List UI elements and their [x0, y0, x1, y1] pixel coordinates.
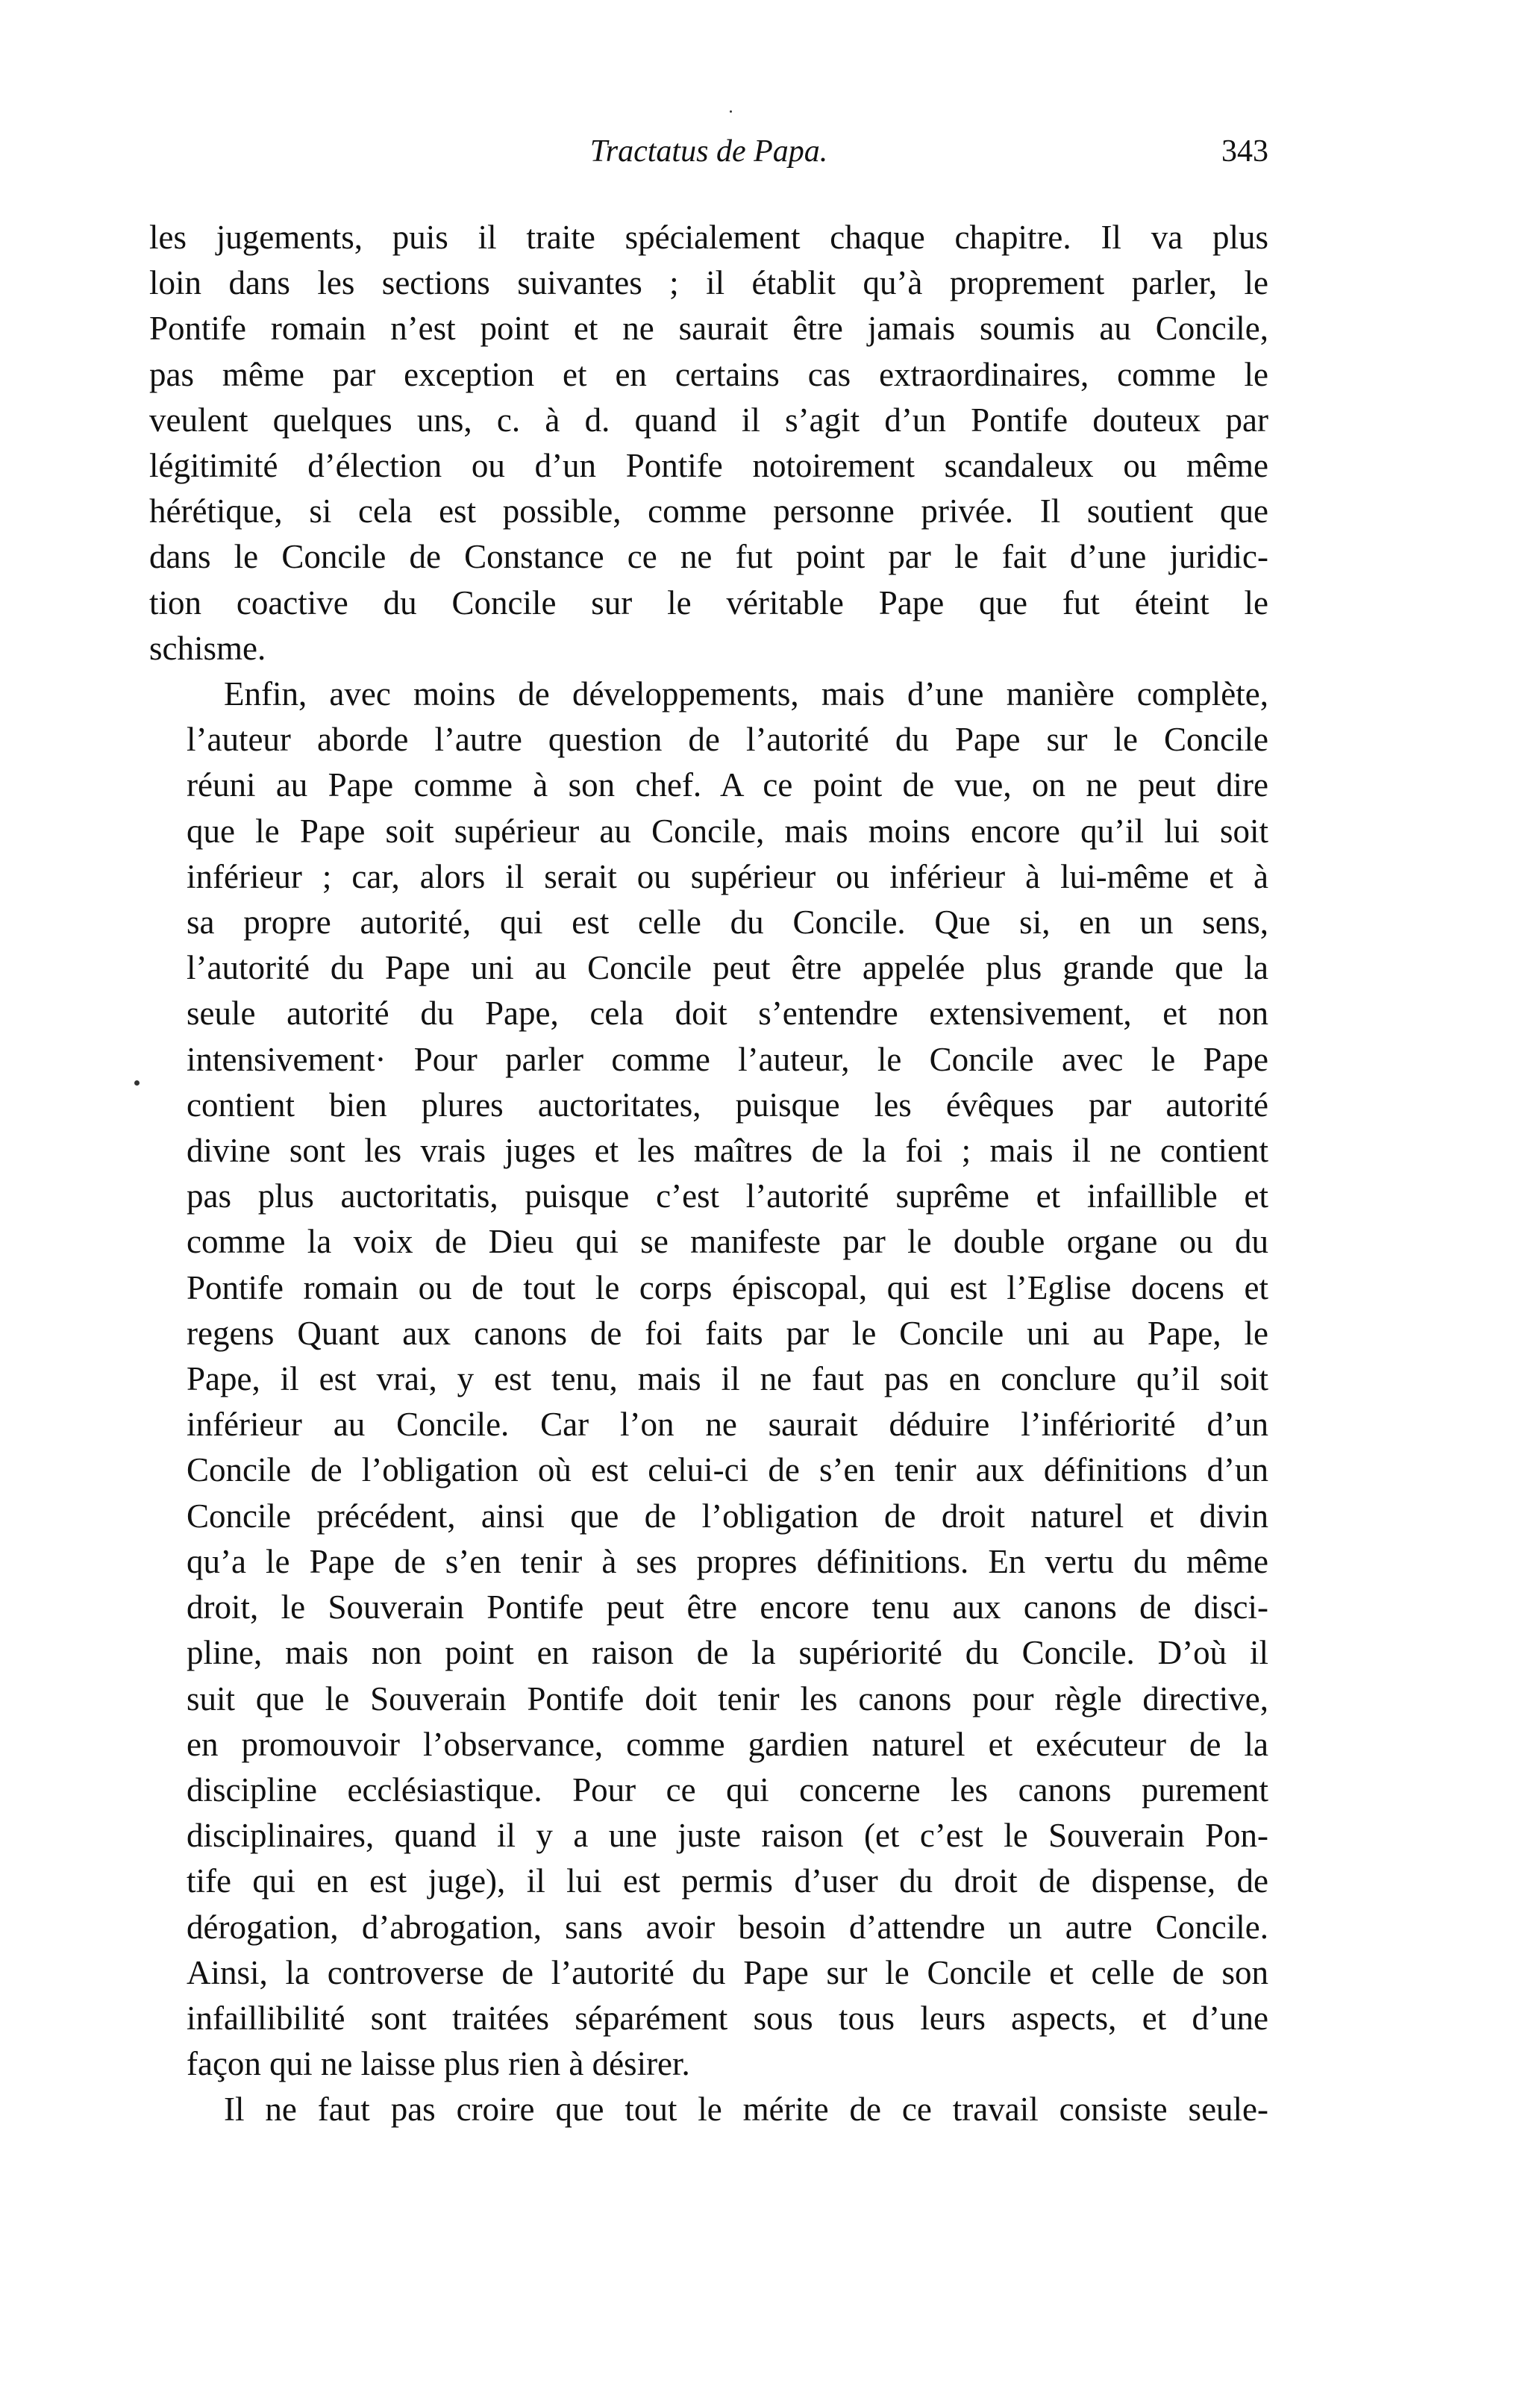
paragraph — [149, 671, 1268, 2087]
text-line: l’autorité du Pape uni au Concile peut être appelée plus grande que la — [187, 949, 1268, 987]
text-line: disciplinaires, quand il y a une juste raison (et c’est le Souverain Pon- — [187, 1817, 1268, 1855]
text-line: en promouvoir l’observance, comme gardien naturel et exécuteur de la — [187, 1725, 1268, 1763]
text-line: seule autorité du Pape, cela doit s’entendre extensivement, et non — [187, 995, 1268, 1033]
text-line: façon qui ne laisse plus rien à désirer. — [187, 2045, 690, 2083]
text-line: loin dans les sections suivantes ; il établit qu’à proprement parler, le — [149, 264, 1268, 302]
text-line: tife qui en est juge), il lui est permis d’user du droit de dispense, de — [187, 1862, 1268, 1900]
page-header — [149, 125, 1268, 178]
text-line: Pontife romain ou de tout le corps épiscopal, qui est l’Eglise docens et — [187, 1268, 1268, 1306]
text-line: divine sont les vrais juges et les maîtres de la foi ; mais il ne contient — [187, 1132, 1268, 1170]
text-line: qu’a le Pape de s’en tenir à ses propres définitions. En vertu du même — [187, 1542, 1268, 1580]
text-line: légitimité d’élection ou d’un Pontife notoirement scandaleux ou même — [149, 447, 1268, 485]
text-line: inférieur au Concile. Car l’on ne saurait déduire l’infériorité d’un — [187, 1406, 1268, 1444]
text-line: veulent quelques uns, c. à d. quand il s’agit d’un Pontife douteux par — [149, 401, 1268, 439]
print-speck — [134, 1080, 140, 1086]
text-line: dérogation, d’abrogation, sans avoir besoin d’attendre un autre Concile. — [187, 1908, 1268, 1946]
text-line: les jugements, puis il traite spécialement chaque chapitre. Il va plus — [149, 219, 1268, 256]
text-line: droit, le Souverain Pontife peut être encore tenu aux canons de disci- — [187, 1588, 1268, 1626]
text-line: hérétique, si cela est possible, comme personne privée. Il soutient que — [149, 492, 1268, 530]
print-speck — [730, 110, 732, 113]
text-line: intensivement· Pour parler comme l’auteur, le Concile avec le Pape — [187, 1040, 1268, 1078]
text-line: discipline ecclésiastique. Pour ce qui concerne les canons purement — [187, 1770, 1268, 1809]
text-line: pas plus auctoritatis, puisque c’est l’autorité suprême et infaillible et — [187, 1177, 1268, 1215]
body-text — [149, 215, 1268, 2133]
text-line: Il ne faut pas croire que tout le mérite de ce travail consiste seule- — [224, 2091, 1268, 2129]
page-number: 343 — [1221, 134, 1268, 169]
text-line: l’auteur aborde l’autre question de l’autorité du Pape sur le Concile — [187, 721, 1268, 759]
text-line: Enfin, avec moins de développements, mais d’une manière complète, — [224, 675, 1268, 713]
text-line: Pape, il est vrai, y est tenu, mais il ne faut pas en conclure qu’il soit — [187, 1360, 1268, 1398]
paragraph — [149, 215, 1268, 671]
text-line: dans le Concile de Constance ce ne fut point par le fait d’une juridic- — [149, 538, 1268, 576]
text-line: suit que le Souverain Pontife doit tenir les canons pour règle directive, — [187, 1679, 1268, 1718]
text-line: pas même par exception et en certains cas extraordinaires, comme le — [149, 355, 1268, 393]
text-line: que le Pape soit supérieur au Concile, mais moins encore qu’il lui soit — [187, 812, 1268, 850]
text-line: Ainsi, la controverse de l’autorité du Pape sur le Concile et celle de son — [187, 1953, 1268, 1991]
text-line: réuni au Pape comme à son chef. A ce point de vue, on ne peut dire — [187, 766, 1268, 804]
paragraph — [149, 2087, 1268, 2132]
text-line: pline, mais non point en raison de la supériorité du Concile. D’où il — [187, 1634, 1268, 1672]
text-line: regens Quant aux canons de foi faits par le Concile uni au Pape, le — [187, 1314, 1268, 1352]
text-line: schisme. — [149, 629, 266, 667]
text-line: Concile précédent, ainsi que de l’obligation de droit naturel et divin — [187, 1497, 1268, 1535]
running-title: Tractatus de Papa. — [589, 134, 828, 169]
text-line: inférieur ; car, alors il serait ou supérieur ou inférieur à lui-même et à — [187, 857, 1268, 895]
text-line: infaillibilité sont traitées séparément sous tous leurs aspects, et d’une — [187, 1999, 1268, 2037]
text-line: contient bien plures auctoritates, puisque les évêques par autorité — [187, 1086, 1268, 1124]
text-line: sa propre autorité, qui est celle du Concile. Que si, en un sens, — [187, 904, 1268, 942]
text-line: Pontife romain n’est point et ne saurait être jamais soumis au Concile, — [149, 310, 1268, 348]
text-line: comme la voix de Dieu qui se manifeste par le double organe ou du — [187, 1223, 1268, 1261]
text-line: Concile de l’obligation où est celui-ci de s’en tenir aux définitions d’un — [187, 1451, 1268, 1489]
text-line: tion coactive du Concile sur le véritable Pape que fut éteint le — [149, 583, 1268, 621]
